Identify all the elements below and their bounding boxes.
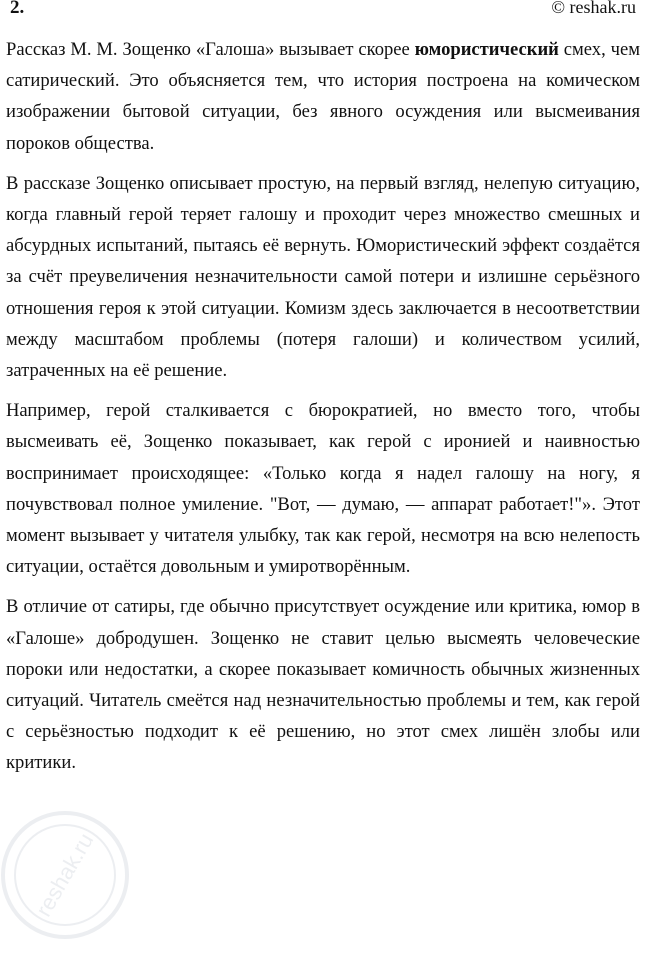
paragraph-2: В рассказе Зощенко описывает простую, на первый взгляд, нелепую ситуацию, когда главный герой теряет галошу и проходит через множество смешных и абсурдных испытаний, пытаясь её вернуть. Юмористический эффект создаётся за счёт преувеличения незначительности самой потери и излишне серьёзного отношения героя к этой ситуации. Комизм здесь заключается в несоответствии между масштабом проблемы (потеря галоши) и количеством усилий, затраченных на её решение. xyxy=(6,172,640,382)
paragraph-1-start: Рассказ М. М. Зощенко «Галоша» вызывает скорее xyxy=(6,39,415,60)
site-credit: © reshak.ru xyxy=(551,0,636,17)
reshak-watermark-logo xyxy=(0,800,140,950)
paragraph-1 xyxy=(6,34,640,159)
watermark-text: reshak.ru xyxy=(30,828,99,921)
paragraph-1-bold: юмористический xyxy=(414,39,559,60)
page-header xyxy=(6,0,640,34)
paragraph-1-end: смех, чем сатирический. Это объясняется тем, что история построена на комическом изображении бытовой ситуации, без явного осуждения или высмеивания пороков общества. xyxy=(6,39,641,154)
task-number: 2. xyxy=(10,0,25,18)
paragraph-4: В отличие от сатиры, где обычно присутствует осуждение или критика, юмор в «Галоше» добродушен. Зощенко не ставит целью высмеять человеческие пороки или недостатки, а скорее показывает комичность обычных жизненных ситуаций. Читатель смеётся над незначительностью проблемы и тем, как герой с серьёзностью подходит к её решению, но этот смех лишён злобы или критики. xyxy=(6,596,640,774)
paragraph-3: Например, герой сталкивается с бюрократией, но вместо того, чтобы высмеивать её, Зощенко показывает, как герой с иронией и наивностью воспринимает происходящее: «Только когда я надел галошу на ногу, я почувствовал полное умиление. "Вот, — думаю, — аппарат работает!"». Этот момент вызывает у читателя улыбку, так как герой, несмотря на всю нелепость ситуации, остаётся довольным и умиротворённым. xyxy=(6,400,640,578)
